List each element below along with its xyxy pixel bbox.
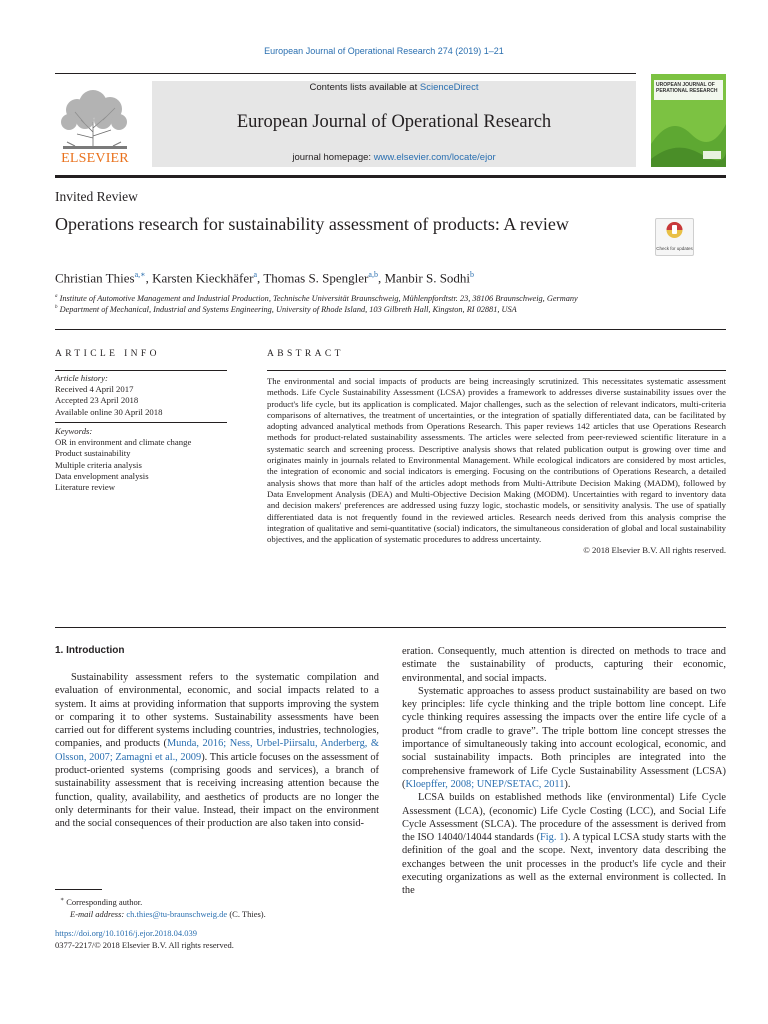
keywords-label: Keywords:: [55, 426, 93, 436]
body-column-left: [55, 671, 379, 831]
affiliation-text: Institute of Automotive Management and Industrial Production, Technische Universität Braunschweig, Mühlenpfordtstr. 23, 38106 Braunschweig, Germany: [59, 294, 578, 303]
cover-title-line1: UROPEAN JOURNAL OF: [656, 82, 715, 88]
citation-link[interactable]: Kloepffer, 2008; UNEP/SETAC, 2011: [405, 778, 565, 790]
elsevier-wordmark: ELSEVIER: [61, 151, 129, 166]
keyword: Data envelopment analysis: [55, 470, 149, 481]
header-thick-rule: [55, 175, 726, 178]
journal-name: European Journal of Operational Research: [236, 112, 552, 132]
paragraph-text: LCSA builds on established methods like (environmental) Life Cycle Assessment (LCA), (economic) Life Cycle Costing (LCC), and Social Life Cycle Assessment (SLCA). The procedure of the assessment is derived from the ISO 14040/14044 standards (: [402, 792, 726, 844]
authors: Christian Thies$^{a,∗}$, Karsten Kieckhäfer$^a$, Thomas S. Spengler$^{a,b}$, Manbir S. Sodhi$^b$: [55, 270, 475, 286]
doi-block: [55, 928, 234, 951]
keyword: OR in environment and climate change: [55, 437, 192, 448]
abstract-copyright: © 2018 Elsevier B.V. All rights reserved.: [583, 545, 726, 556]
abstract-rule: [267, 370, 726, 371]
affiliation-text: Department of Mechanical, Industrial and Systems Engineering, University of Rhode Island, 103 Gilbreth Hall, Kingston, RI 02881, USA: [59, 305, 517, 314]
doi-link[interactable]: https://doi.org/10.1016/j.ejor.2018.04.039: [55, 928, 197, 938]
paragraph-text: ).: [564, 778, 571, 790]
author-name[interactable]: Manbir S. Sodhi: [384, 270, 471, 286]
body-column-right: [402, 645, 726, 898]
contents-line: [152, 82, 636, 93]
contents-prefix: Contents lists available at: [309, 82, 420, 93]
keyword: Literature review: [55, 482, 116, 493]
paragraph-text: Systematic approaches to assess product sustainability are based on two key principles: life cycle thinking and the triple bottom line concept. Life cycle thinking requires assessing the impacts over the entire life cycle of a product “from cradle to grave”. The triple bottom line concept stresses the importance of simultaneously taking into account ecological, economic, and social sustainability impacts. Both principles are integrated into the comprehensive framework of Life Cycle Sustainability Assessment (LCSA) (: [402, 685, 726, 790]
paragraph-text: Sustainability assessment refers to the systematic compilation and evaluation of environmental, economic, and social impacts related to a system. It aims at providing information that supports improving the system or comparing it to other systems. Sustainability assessments have been carried out for different systems including countries, industries, technologies, companies, and products (: [55, 672, 379, 750]
cover-title-line2: PERATIONAL RESEARCH: [656, 88, 718, 94]
homepage-link[interactable]: www.elsevier.com/locate/ejor: [373, 152, 496, 163]
affiliation: [55, 305, 517, 314]
email-label: E-mail address:: [70, 908, 125, 919]
keyword: Product sustainability: [55, 448, 131, 459]
author-affil-mark[interactable]: a,b: [368, 270, 378, 279]
footnote: [60, 894, 266, 920]
corresponding-author-note: Corresponding author.: [66, 896, 143, 907]
article-info-rule: [55, 370, 227, 371]
author-affil-mark[interactable]: b: [470, 270, 475, 279]
header-rule: [55, 73, 636, 74]
sciencedirect-link[interactable]: ScienceDirect: [419, 82, 479, 93]
history-item: Accepted 23 April 2018: [55, 395, 139, 406]
keyword: Multiple criteria analysis: [55, 459, 142, 470]
history-label: Article history:: [55, 373, 108, 383]
email-suffix: (C. Thies).: [227, 908, 266, 919]
affiliation-mark: b: [55, 305, 58, 311]
history-item: Available online 30 April 2018: [55, 406, 163, 417]
keywords: [55, 426, 227, 493]
check-for-updates-button[interactable]: [655, 218, 694, 256]
affiliation: [55, 294, 578, 303]
check-for-updates-icon: [656, 219, 693, 241]
article-history: [55, 373, 227, 418]
author-affil-mark[interactable]: a: [253, 270, 258, 279]
paragraph: [402, 791, 726, 897]
section-heading-introduction: 1. Introduction: [55, 645, 125, 656]
article-info-heading: ARTICLE INFO: [55, 349, 160, 359]
author-affil-mark[interactable]: a,∗: [134, 270, 146, 279]
section-rule: [55, 329, 726, 330]
section-rule: [55, 627, 726, 628]
citation-link[interactable]: Munda, 2016; Ness, Urbel-Piirsalu, Anderberg, & Olsson, 2007; Zamagni et al., 2009: [55, 738, 379, 763]
email-link[interactable]: ch.thies@tu-braunschweig.de: [126, 908, 228, 919]
paragraph-text: ). This article focuses on the assessment of product-oriented systems (comprising goods and services), a branch of sustainability assessment that is receiving increasing attention because the function, quality, availability, and aesthetics of products are no longer the only determinants for their value. Instead, their impact on the environment and the social consequences of their production are also taken into consid-: [55, 751, 379, 830]
paragraph: [55, 671, 379, 831]
author-name[interactable]: Christian Thies: [55, 270, 135, 286]
affiliation-mark: a: [55, 294, 58, 300]
history-item: Received 4 April 2017: [55, 384, 134, 395]
author-name[interactable]: Karsten Kieckhäfer: [152, 270, 254, 286]
paragraph-text: ). A typical LCSA study starts with the definition of the goal and the scope. Next, inventory data describing the exchanges between the unit processes in the product's life cycle and their executing organizations as well as the external environment is collected. In the: [402, 832, 726, 897]
article-type: Invited Review: [55, 189, 138, 204]
abstract: [267, 376, 726, 557]
abstract-heading: ABSTRACT: [267, 349, 344, 359]
footnote-mark: ∗: [60, 897, 65, 903]
running-head[interactable]: European Journal of Operational Research 274 (2019) 1–21: [264, 46, 504, 56]
author-name[interactable]: Thomas S. Spengler: [263, 270, 369, 286]
footnote-rule: [55, 889, 102, 890]
paragraph: eration. Consequently, much attention is directed on methods to trace and estimate the sustainability of products, capturing their economic, environmental, and social impacts.: [402, 646, 726, 684]
homepage-line: [152, 152, 636, 163]
paragraph: [402, 685, 726, 791]
journal-cover-image: [651, 74, 726, 167]
article-info-rule: [55, 422, 227, 423]
article-title: Operations research for sustainability assessment of products: A review: [55, 214, 569, 234]
check-for-updates-label: Check for updates: [656, 246, 693, 251]
issn-line: 0377-2217/© 2018 Elsevier B.V. All rights reserved.: [55, 939, 234, 950]
abstract-text: The environmental and social impacts of products are being increasingly scrutinized. This necessitates systematic assessment methods. Life Cycle Sustainability Assessment (LCSA) provides a framework to addresses diverse sustainability issues over the product's life cycle, but its application is complicated. Major challenges, such as the selection of relevant indicators, multi-criteria comparisons of alternatives, the treatment of uncertainties, or the integration of spatially differentiated data, can be facilitated by adopting advanced analytical methods from Operations Research. This paper reviews 142 articles that use Operations Research methods for product-related sustainability assessments. The articles were selected from peer-reviewed scientific literature in a systematic search and screening process. Descriptive analysis shows that related publication output is growing over time and originates mainly in journals related to Environmental Management. While ecological indicators are considered by most articles, the integration of economic and social indicators is emerging. Focusing on the contributions of Operations Research, a detailed analysis shows that more than half of the articles adopt methods from Multi-Attribute Decision Making (MADM), followed by Data Envelopment Analysis (DEA) and Multi-Objective Decision Making (MODM). Uncertainties with regard to inventory data and decision makers' preferences are addressed using fuzzy logic, stochastic models, or sensitivity analysis. The use of spatially differentiated data is not frequently found in the reviewed articles. Research needs derived from this analysis comprise the integration of qualitative and semi-quantitative (social) indicators, the simultaneous consideration of global and local sustainability objectives, and the application of systematic procedures to address uncertainty.: [267, 376, 726, 545]
cover-graphic: [651, 104, 726, 167]
figure-link[interactable]: Fig. 1: [540, 832, 565, 844]
homepage-prefix: journal homepage:: [292, 152, 374, 163]
